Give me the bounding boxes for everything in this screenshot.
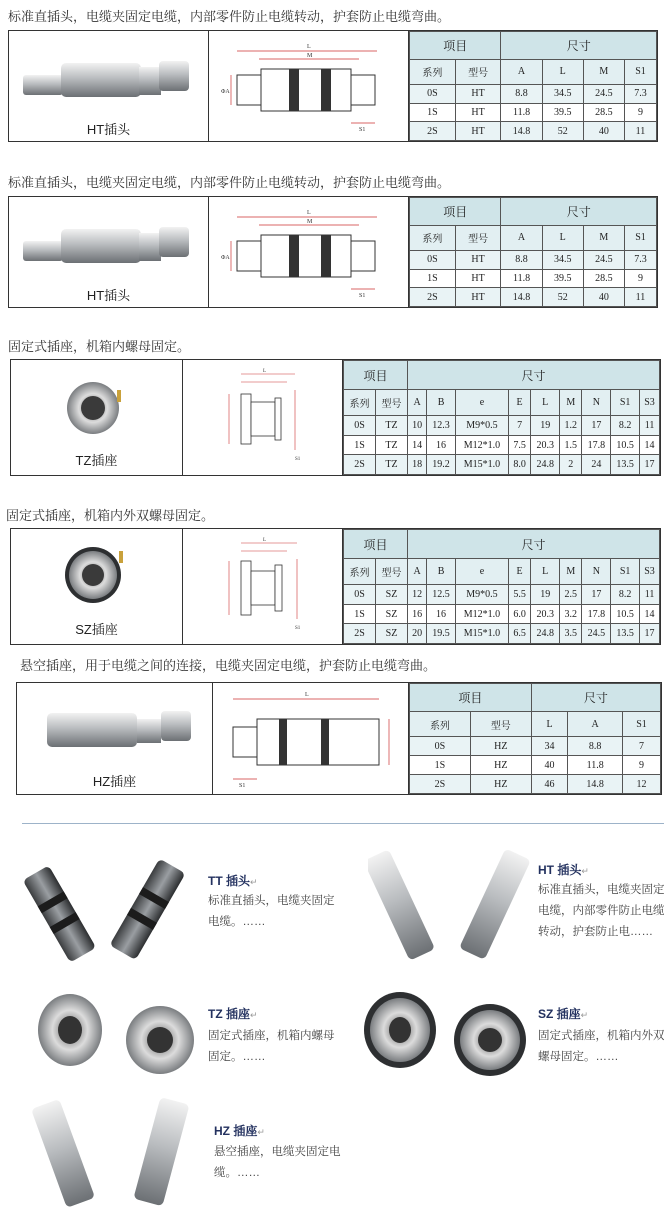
col-header: M [583,226,624,251]
cell-model: TZ [375,435,407,455]
col-header: L [531,390,560,416]
table-row [344,585,660,605]
col-header: M [560,559,582,585]
cell: 2 [560,455,582,475]
col-header-model: 型号 [455,60,501,85]
section-3-intro: 固定式插座，机箱内螺母固定。 [8,339,191,354]
tz-socket-gallery-title: TZ 插座↵ [208,1007,258,1021]
cell: 34.5 [542,250,583,269]
hz-socket-image [17,683,213,773]
ht-drawing-svg [209,31,409,141]
para-mark: ↵ [580,1010,589,1020]
para-mark: ↵ [250,877,258,887]
cell-series: 1S [410,269,456,288]
section-1-intro: 标准直插头，电缆夹固定电缆，内部零件防止电缆转动，护套防止电缆弯曲。 [8,9,451,24]
cell: 17.8 [582,435,611,455]
cell: 14 [640,435,660,455]
cell-series: 0S [344,416,376,436]
sz-socket-image [11,529,183,619]
cell: 1.2 [560,416,582,436]
sz-drawing-svg [183,529,343,644]
cell: 20.3 [531,604,560,624]
hz-dim-s1: S1 [239,783,246,789]
sz-dim-s1: S1 [295,626,301,631]
cell: 14.8 [501,288,542,307]
col-header-series: 系列 [410,226,456,251]
hz-socket-gallery-desc: 悬空插座，电缆夹固定电 缆。…… [214,1146,341,1179]
section-2-block [8,196,658,308]
cell: 10.5 [611,604,640,624]
table-row [410,122,657,141]
ht-plug-drawing-2 [209,197,409,307]
table-row [344,435,660,455]
sz-socket-photo [11,529,183,644]
ht-plug-photo-2 [9,197,209,307]
col-header-size: 尺寸 [531,684,660,712]
cell: 40 [531,756,568,775]
cell: 40 [583,288,624,307]
col-header-series: 系列 [410,60,456,85]
col-header: S1 [623,712,661,737]
col-header-item: 项目 [410,684,532,712]
cell-model: HZ [470,756,531,775]
tt-plug-desc: 标准直插头，电缆夹固定 电缆。…… [208,895,335,928]
col-header: A [407,390,426,416]
cell-series: 1S [410,103,456,122]
hz-socket-caption: HZ插座 [92,774,137,789]
col-header-model: 型号 [375,390,407,416]
table-row [410,269,657,288]
cell: M15*1.0 [455,624,508,644]
hz-dim-l: L [305,692,309,698]
tz-dim-s1: S1 [295,457,301,462]
col-header: A [501,60,542,85]
ht-plug-caption-2: HT插头 [86,288,131,303]
section-2-intro: 标准直插头，电缆夹固定电缆，内部零件防止电缆转动，护套防止电缆弯曲。 [8,175,451,190]
cell: M15*1.0 [455,455,508,475]
col-header: A [568,712,623,737]
cell-model: HT [455,288,501,307]
cell: M12*1.0 [455,604,508,624]
cell: 11 [640,416,660,436]
cell: 16 [427,435,456,455]
table-row [410,84,657,103]
tz-spec-table [343,360,660,475]
cell: 11 [624,122,656,141]
cell-model: HT [455,269,501,288]
cell-series: 0S [410,737,471,756]
cell: 3.5 [560,624,582,644]
sz-dim-l: L [263,538,267,543]
col-header: M [583,60,624,85]
cell: 24 [582,455,611,475]
cell: 46 [531,775,568,794]
table-row [410,250,657,269]
col-header: N [582,390,611,416]
cell: 11.8 [501,103,542,122]
hz-socket-gallery-photo [25,1090,210,1210]
cell-series: 2S [410,775,471,794]
cell: 13.5 [611,455,640,475]
ht-spec-table-2 [409,197,657,307]
cell: 8.0 [508,455,530,475]
col-header: M [560,390,582,416]
col-header-model: 型号 [375,559,407,585]
para-mark: ↵ [257,1127,265,1137]
tt-plug-title: TT 插头↵ [208,874,258,888]
cell: 2.5 [560,585,582,605]
cell: 14 [407,435,426,455]
col-header: S1 [624,226,656,251]
cell: 24.5 [583,84,624,103]
cell: 12.3 [427,416,456,436]
cell: 9 [624,103,656,122]
cell: 11.8 [501,269,542,288]
cell: 28.5 [583,103,624,122]
section-4-intro: 固定式插座，机箱内外双螺母固定。 [6,508,215,523]
cell: 34.5 [542,84,583,103]
sz-socket-drawing [183,529,343,644]
cell-model: TZ [375,416,407,436]
cell: 52 [542,288,583,307]
cell: 34 [531,737,568,756]
cell-series: 1S [410,756,471,775]
ht-dim-l: L [307,44,311,50]
cell-series: 0S [410,84,456,103]
tz-socket-drawing [183,360,343,475]
tz-drawing-svg [183,360,343,475]
ht2-dim-l: L [307,210,311,216]
cell-model: HZ [470,737,531,756]
section-4-block [10,528,661,645]
cell: 8.2 [611,585,640,605]
cell: 17.8 [582,604,611,624]
col-header: S1 [611,559,640,585]
ht-dim-s1: S1 [359,127,366,133]
ht-plug-gallery-title: HT 插头↵ [538,863,589,877]
cell-series: 2S [344,624,376,644]
cell: 24.8 [531,624,560,644]
table-row [410,288,657,307]
cell: 28.5 [583,269,624,288]
cell-model: TZ [375,455,407,475]
col-header: L [542,226,583,251]
section-5-block [16,682,662,795]
cell: 11 [640,585,660,605]
sz-socket-gallery-desc: 固定式插座，机箱内外双 螺母固定。…… [538,1030,664,1063]
table-row [410,775,661,794]
para-mark: ↵ [250,1010,258,1020]
ht2-dim-s1: S1 [359,293,366,299]
cell: 8.8 [501,250,542,269]
col-header: e [455,390,508,416]
cell: 19.5 [427,624,456,644]
cell-model: SZ [375,604,407,624]
cell: 11 [624,288,656,307]
col-header-size: 尺寸 [407,361,659,390]
tz-socket-image [11,360,183,450]
cell: 19 [531,416,560,436]
cell: M9*0.5 [455,585,508,605]
cell: 24.5 [583,250,624,269]
cell-model: HT [455,250,501,269]
ht-spec-table [409,31,657,141]
cell: 14.8 [568,775,623,794]
ht-dim-m: M [307,53,313,59]
table-row [410,756,661,775]
cell: 1.5 [560,435,582,455]
col-header: e [455,559,508,585]
cell: 16 [427,604,456,624]
sz-socket-caption: SZ插座 [75,622,118,637]
cell-series: 0S [344,585,376,605]
cell: 14.8 [501,122,542,141]
cell: 17 [582,416,611,436]
col-header: L [531,712,568,737]
cell: 3.2 [560,604,582,624]
cell: 12 [407,585,426,605]
col-header-series: 系列 [344,559,376,585]
ht-plug-gallery-photo [368,840,538,975]
section-1-block [8,30,658,142]
cell: 10 [407,416,426,436]
ht-drawing-svg-2 [209,197,409,307]
col-header: L [542,60,583,85]
col-header-size: 尺寸 [407,530,659,559]
col-header-model: 型号 [455,226,501,251]
col-header-item: 项目 [410,32,501,60]
cell: 8.8 [501,84,542,103]
cell: 7 [508,416,530,436]
col-header-series: 系列 [344,390,376,416]
cell: 8.2 [611,416,640,436]
cell: 7.3 [624,84,656,103]
cell: 11.8 [568,756,623,775]
col-header-size: 尺寸 [501,198,657,226]
cell: 13.5 [611,624,640,644]
cell: 12.5 [427,585,456,605]
para-mark: ↵ [581,866,589,876]
ht-plug-photo [9,31,209,141]
cell-series: 0S [410,250,456,269]
col-header: E [508,390,530,416]
col-header: A [501,226,542,251]
ht-plug-gallery-desc: 标准直插头，电缆夹固定 电缆，内部零件防止电缆 转动，护套防止电…… [538,884,664,938]
col-header-item: 项目 [344,361,408,390]
col-header: B [427,390,456,416]
tz-socket-gallery-photo [20,985,205,1085]
col-header: S3 [640,390,660,416]
col-header-item: 项目 [344,530,408,559]
tz-socket-caption: TZ插座 [75,453,118,468]
col-header: L [531,559,560,585]
cell: 17 [640,624,660,644]
cell-model: SZ [375,585,407,605]
cell: 19.2 [427,455,456,475]
sz-socket-gallery-title: SZ 插座↵ [538,1007,589,1021]
cell: 7 [623,737,661,756]
cell: 9 [624,269,656,288]
cell: 9 [623,756,661,775]
col-header: S3 [640,559,660,585]
divider [22,823,664,824]
section-5-intro: 悬空插座，用于电缆之间的连接，电缆夹固定电缆，护套防止电缆弯曲。 [20,658,437,673]
cell: 14 [640,604,660,624]
cell: 10.5 [611,435,640,455]
cell: 24.8 [531,455,560,475]
cell-model: SZ [375,624,407,644]
cell: 52 [542,122,583,141]
sz-socket-gallery-photo [350,985,538,1085]
tz-dim-l: L [263,369,267,374]
col-header: B [427,559,456,585]
hz-spec-table [409,683,661,794]
ht2-dim-m: M [307,219,313,225]
cell-series: 1S [344,604,376,624]
col-header-series: 系列 [410,712,471,737]
hz-socket-gallery-title: HZ 插座↵ [214,1124,265,1138]
cell: M9*0.5 [455,416,508,436]
col-header-item: 项目 [410,198,501,226]
cell: 12 [623,775,661,794]
cell-model: HT [455,103,501,122]
cell: 20.3 [531,435,560,455]
cell-model: HT [455,122,501,141]
cell: 7.5 [508,435,530,455]
tz-socket-gallery-desc: 固定式插座，机箱内螺母 固定。…… [208,1030,335,1063]
cell: 18 [407,455,426,475]
col-header: S1 [611,390,640,416]
ht-plug-image [9,31,209,121]
col-header-size: 尺寸 [501,32,657,60]
cell: 8.8 [568,737,623,756]
cell: 17 [640,455,660,475]
cell: 5.5 [508,585,530,605]
cell: 17 [582,585,611,605]
table-row [410,103,657,122]
cell-series: 2S [410,122,456,141]
cell-series: 1S [344,435,376,455]
cell: 24.5 [582,624,611,644]
tz-socket-photo [11,360,183,475]
section-3-block [10,359,661,476]
hz-drawing-svg [213,683,409,795]
cell: 16 [407,604,426,624]
cell: 7.3 [624,250,656,269]
ht-dim-a: ΦA [221,89,230,95]
table-row [344,604,660,624]
sz-spec-table [343,529,660,644]
cell: 39.5 [542,269,583,288]
cell-series: 2S [344,455,376,475]
col-header: E [508,559,530,585]
col-header-model: 型号 [470,712,531,737]
cell: 19 [531,585,560,605]
col-header: N [582,559,611,585]
cell: 20 [407,624,426,644]
cell-series: 2S [410,288,456,307]
cell: 39.5 [542,103,583,122]
ht-plug-caption: HT插头 [86,122,131,137]
hz-socket-photo [17,683,213,794]
cell: 6.5 [508,624,530,644]
cell-model: HZ [470,775,531,794]
tt-plug-photo [20,845,200,975]
hz-socket-drawing [213,683,409,794]
ht2-dim-a: ΦA [221,255,230,261]
table-row [410,737,661,756]
cell: 40 [583,122,624,141]
col-header: S1 [624,60,656,85]
table-row [344,416,660,436]
ht-plug-image-2 [9,197,209,287]
table-row [344,455,660,475]
cell-model: HT [455,84,501,103]
col-header: A [407,559,426,585]
cell: M12*1.0 [455,435,508,455]
table-row [344,624,660,644]
ht-plug-drawing [209,31,409,141]
cell: 6.0 [508,604,530,624]
